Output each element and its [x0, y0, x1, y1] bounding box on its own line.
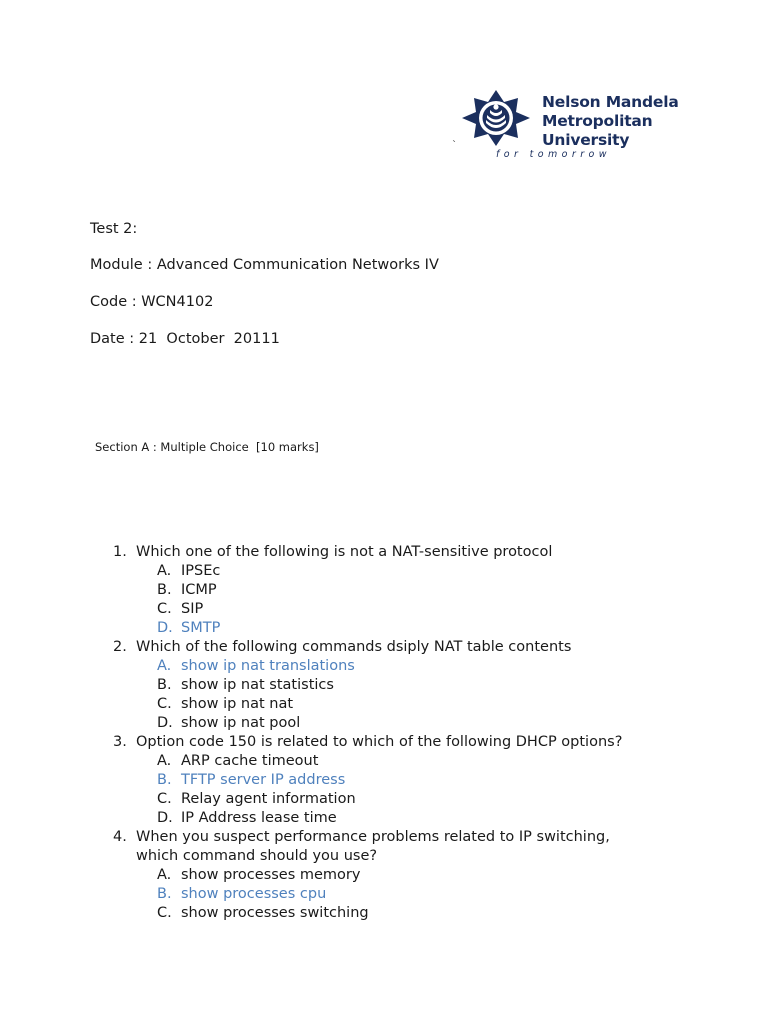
option-c [136, 600, 653, 619]
option-list [136, 562, 653, 638]
university-name-line-1: Nelson Mandela [542, 93, 679, 111]
university-name-line-3: University [542, 131, 630, 149]
option-a [136, 866, 653, 885]
question-list [113, 543, 653, 923]
stray-tick-mark: ` [452, 140, 457, 151]
option-text: SMTP [181, 620, 221, 636]
test-title: Test 2: [90, 221, 138, 237]
option-text: show processes memory [181, 867, 361, 883]
university-tagline: for tomorrow [496, 149, 611, 160]
question-2 [113, 638, 653, 733]
option-letter: A. [157, 658, 172, 674]
option-letter: C. [157, 905, 172, 921]
question-text-continued: which command should you use? [136, 848, 378, 864]
university-emblem-icon [460, 90, 532, 146]
option-text: IPSEc [181, 563, 221, 579]
option-letter: D. [157, 620, 173, 636]
option-letter: C. [157, 791, 172, 807]
option-letter: D. [157, 810, 173, 826]
question-number: 2. [113, 639, 127, 655]
option-d [136, 714, 653, 733]
option-text: show ip nat statistics [181, 677, 334, 693]
option-text: show processes switching [181, 905, 369, 921]
question-3 [113, 733, 653, 828]
question-4 [113, 828, 653, 923]
question-1 [113, 543, 653, 638]
option-letter: B. [157, 886, 172, 902]
option-letter: B. [157, 677, 172, 693]
option-letter: A. [157, 563, 172, 579]
option-b-answer [136, 885, 653, 904]
question-number: 1. [113, 544, 127, 560]
option-list [136, 866, 653, 923]
option-text: SIP [181, 601, 204, 617]
option-text: Relay agent information [181, 791, 356, 807]
option-text: IP Address lease time [181, 810, 337, 826]
option-text: show ip nat nat [181, 696, 294, 712]
code-line: Code : WCN4102 [90, 294, 214, 310]
option-text: TFTP server IP address [181, 772, 346, 788]
question-text: Which of the following commands dsiply NAT table contents [136, 639, 572, 655]
question-number: 3. [113, 734, 127, 750]
option-c [136, 904, 653, 923]
date-line: Date : 21 October 20111 [90, 331, 280, 347]
option-b [136, 676, 653, 695]
option-letter: A. [157, 867, 172, 883]
option-letter: B. [157, 582, 172, 598]
option-letter: D. [157, 715, 173, 731]
option-d [136, 809, 653, 828]
option-letter: C. [157, 601, 172, 617]
university-logo [452, 88, 680, 164]
question-text: When you suspect performance problems related to IP switching, [136, 829, 610, 845]
option-text: ICMP [181, 582, 217, 598]
option-text: ARP cache timeout [181, 753, 319, 769]
option-letter: C. [157, 696, 172, 712]
option-list [136, 752, 653, 828]
university-name-line-2: Metropolitan [542, 112, 653, 130]
question-text: Option code 150 is related to which of the following DHCP options? [136, 734, 623, 750]
option-b-answer [136, 771, 653, 790]
section-heading: Section A : Multiple Choice [10 marks] [95, 440, 319, 454]
option-a [136, 752, 653, 771]
option-d-answer [136, 619, 653, 638]
option-b [136, 581, 653, 600]
module-line: Module : Advanced Communication Networks IV [90, 257, 439, 273]
option-text: show ip nat translations [181, 658, 355, 674]
option-letter: B. [157, 772, 172, 788]
option-a [136, 562, 653, 581]
option-text: show ip nat pool [181, 715, 301, 731]
option-a-answer [136, 657, 653, 676]
question-text: Which one of the following is not a NAT-sensitive protocol [136, 544, 553, 560]
university-name [542, 93, 679, 150]
option-c [136, 790, 653, 809]
option-list [136, 657, 653, 733]
option-letter: A. [157, 753, 172, 769]
question-number: 4. [113, 829, 127, 845]
option-text: show processes cpu [181, 886, 327, 902]
option-c [136, 695, 653, 714]
